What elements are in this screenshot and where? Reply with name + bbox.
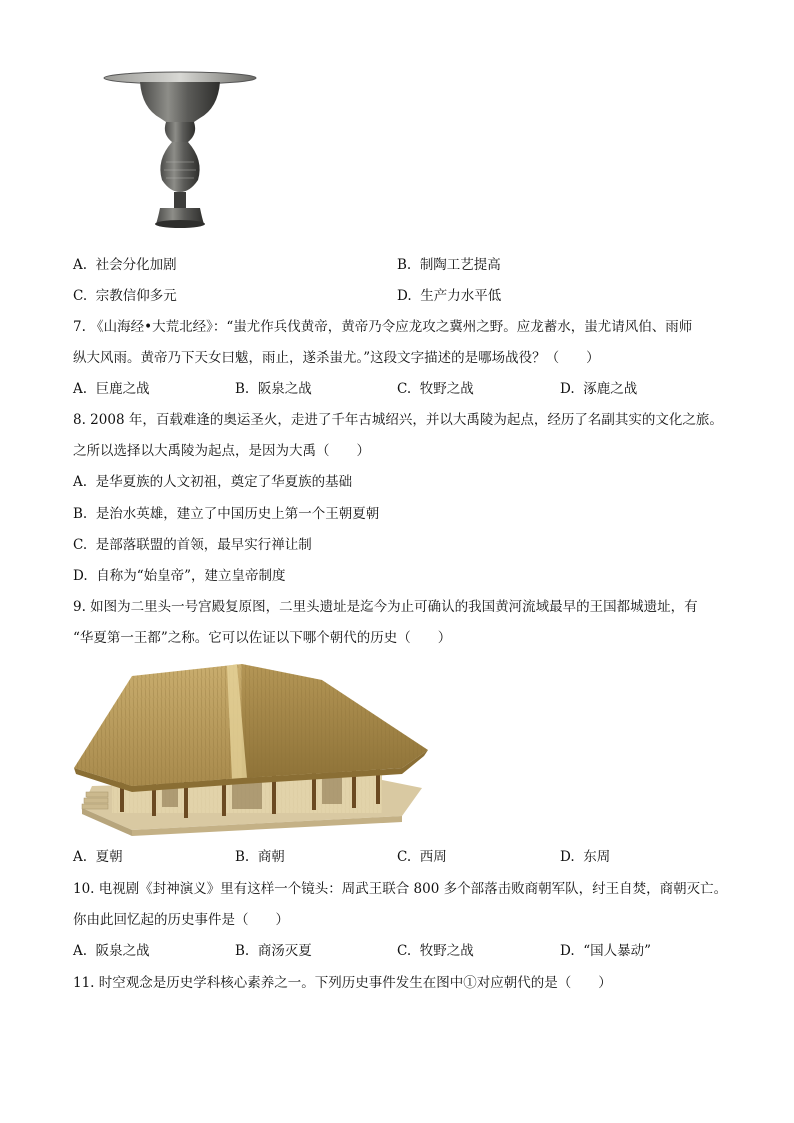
q8-option-a: A. 是华夏族的人文初祖，奠定了华夏族的基础 [73, 474, 353, 490]
q10-stem-line-2: 你由此回忆起的历史事件是（ ） [73, 912, 289, 928]
q7-option-a: A. 巨鹿之战 [73, 381, 150, 397]
pottery-goblet-image [100, 68, 260, 238]
q8-stem-line-2: 之所以选择以大禹陵为起点，是因为大禹（ ） [73, 443, 370, 459]
q10-option-a: A. 阪泉之战 [73, 943, 150, 959]
q7-option-d: D. 涿鹿之战 [560, 381, 638, 397]
q9-stem-line-2: “华夏第一王都”之称。它可以佐证以下哪个朝代的历史（ ） [73, 630, 452, 646]
q9-option-d: D. 东周 [560, 849, 611, 865]
palace-reconstruction-image [72, 658, 432, 838]
q8-option-d: D. 自称为“始皇帝”，建立皇帝制度 [73, 568, 286, 584]
q7-stem-line-2: 纵大风雨。黄帝乃下天女曰魃，雨止，遂杀蚩尤。”这段文字描述的是哪场战役？（ ） [73, 350, 600, 366]
q8-option-c: C. 是部落联盟的首领，最早实行禅让制 [73, 537, 312, 553]
q6-option-d: D. 生产力水平低 [397, 288, 502, 304]
q9-stem-line-1: 9. 如图为二里头一号宫殿复原图，二里头遗址是迄今为止可确认的我国黄河流域最早的王国都城遗址，有 [73, 599, 698, 615]
q10-option-b: B. 商汤灭夏 [235, 943, 312, 959]
q7-option-c: C. 牧野之战 [397, 381, 474, 397]
q7-stem-line-1: 7. 《山海经•大荒北经》：“蚩尤作兵伐黄帝，黄帝乃令应龙攻之冀州之野。应龙蓄水，蚩尤请风伯、雨师 [73, 319, 693, 335]
q6-option-c: C. 宗教信仰多元 [73, 288, 177, 304]
q6-option-a: A. 社会分化加剧 [73, 257, 177, 273]
q9-option-a: A. 夏朝 [73, 849, 123, 865]
q11-stem-line-1: 11. 时空观念是历史学科核心素养之一。下列历史事件发生在图中①对应朝代的是（ ） [73, 975, 612, 991]
q8-stem-line-1: 8. 2008 年，百载难逢的奥运圣火，走进了千年古城绍兴，并以大禹陵为起点，经历了名副其实的文化之旅。 [73, 412, 723, 428]
q9-option-b: B. 商朝 [235, 849, 285, 865]
q8-option-b: B. 是治水英雄，建立了中国历史上第一个王朝夏朝 [73, 506, 380, 522]
q10-option-c: C. 牧野之战 [397, 943, 474, 959]
q6-option-b: B. 制陶工艺提高 [397, 257, 501, 273]
q10-option-d: D. “国人暴动” [560, 943, 652, 959]
q7-option-b: B. 阪泉之战 [235, 381, 312, 397]
q9-option-c: C. 西周 [397, 849, 447, 865]
q10-stem-line-1: 10. 电视剧《封神演义》里有这样一个镜头：周武王联合 800 多个部落击败商朝军队，纣王自焚，商朝灭亡。 [73, 881, 728, 897]
